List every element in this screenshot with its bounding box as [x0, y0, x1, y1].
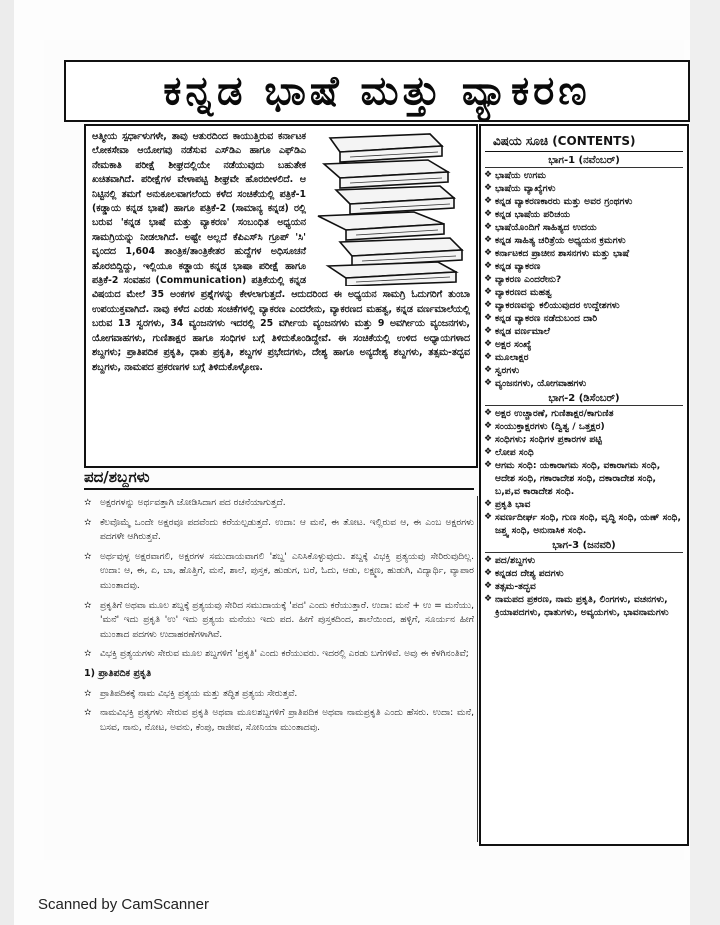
contents-item: ❖ ಸವರ್ಣದೀರ್ಘ ಸಂಧಿ, ಗುಣ ಸಂಧಿ, ವೃದ್ಧಿ ಸಂಧಿ, ಯಣ್ ಸಂಧಿ, ಜಶ್ತ್ವ ಸಂಧಿ, ಅನುನಾಸಿಕ ಸಂಧಿ.: [484, 512, 681, 536]
scan-left-edge: [0, 0, 14, 925]
contents-item: ❖ ಪ್ರಕೃತಿ ಭಾವ: [484, 499, 531, 510]
contents-item: ❖ ಲೋಪ ಸಂಧಿ: [484, 447, 534, 458]
page-title: ಕನ್ನಡ ಭಾಷೆ ಮತ್ತು ವ್ಯಾಕರಣ: [163, 68, 591, 114]
contents-item: ❖ ಅಕ್ಷರ ಸಂಖ್ಯೆ: [484, 339, 532, 350]
body-column: [84, 496, 474, 740]
title-banner: [64, 60, 690, 122]
contents-item: ❖ ಸಂಯುಕ್ತಾಕ್ಷರಗಳು (ದ್ವಿತ್ವ / ಒತ್ತಕ್ಷರ): [484, 421, 605, 432]
star-bullet-icon: ✫: [84, 551, 92, 562]
body-item: ✫ ಅಕ್ಷರಗಳನ್ನು ಅರ್ಥವತ್ತಾಗಿ ಜೋಡಿಸಿದಾಗ ಪದ ರಚನೆಯಾಗುತ್ತದೆ.: [84, 496, 474, 511]
diamond-bullet-icon: ❖: [484, 434, 493, 444]
contents-item: ❖ ಕನ್ನಡ ವ್ಯಾಕರಣ: [484, 261, 541, 272]
intro-section: [92, 130, 470, 375]
diamond-bullet-icon: ❖: [484, 235, 493, 245]
diamond-bullet-icon: ❖: [484, 183, 493, 193]
contents-item: ❖ ಸ್ವರಗಳು: [484, 365, 520, 376]
diamond-bullet-icon: ❖: [484, 568, 493, 578]
contents-heading: ವಿಷಯ ಸೂಚಿ (CONTENTS): [485, 126, 683, 152]
contents-item: ❖ ಕನ್ನಡ ವ್ಯಾಕರಣಕಾರರು ಮತ್ತು ಅವರ ಗ್ರಂಥಗಳು: [484, 196, 633, 207]
contents-item: ❖ ಆಗಮ ಸಂಧಿ: ಯಕಾರಾಗಮ ಸಂಧಿ, ವಕಾರಾಗಮ ಸಂಧಿ, ಆದೇಶ ಸಂಧಿ, ಗಕಾರಾದೇಶ ಸಂಧಿ, ದಕಾರಾದೇಶ ಸಂಧಿ, ಬ,ಪ,ವ ಕಾರಾದೇಶ ಸಂಧಿ.: [484, 460, 661, 497]
star-bullet-icon: ✫: [84, 517, 92, 528]
contents-item: ❖ ನಾಮಪದ ಪ್ರಕರಣ, ನಾಮ ಪ್ರಕೃತಿ, ಲಿಂಗಗಳು, ವಚನಗಳು, ಕ್ರಿಯಾಪದಗಳು, ಧಾತುಗಳು, ಅವ್ಯಯಗಳು, ಭಾವನಾಮಗಳು: [484, 594, 669, 618]
star-bullet-icon: ✫: [84, 708, 92, 719]
star-bullet-icon: ✫: [84, 649, 92, 660]
contents-list: [481, 155, 687, 619]
contents-item: ❖ ಸಂಧಿಗಳು; ಸಂಧಿಗಳ ಪ್ರಕಾರಗಳ ಪಟ್ಟಿ: [484, 434, 602, 445]
diamond-bullet-icon: ❖: [484, 421, 493, 431]
sub-heading: 1) ಪ್ರಾತಿಪದಿಕ ಪ್ರಕೃತಿ: [84, 667, 152, 679]
contents-item: ❖ ಕನ್ನಡ ಸಾಹಿತ್ಯ ಚರಿತ್ರೆಯ ಅಧ್ಯಯನ ಕ್ರಮಗಳು: [484, 235, 626, 246]
contents-part-label: ಭಾಗ-2 (ಡಿಸೆಂಬರ್): [485, 393, 683, 406]
diamond-bullet-icon: ❖: [484, 209, 493, 219]
contents-item: ❖ ಭಾಷೆಯೊಂದಿಗೆ ಸಾಹಿತ್ಯದ ಉದಯ: [484, 222, 597, 233]
diamond-bullet-icon: ❖: [484, 300, 493, 310]
contents-part-label: ಭಾಗ-1 (ನವೆಂಬರ್): [485, 155, 683, 168]
star-bullet-icon: ✫: [84, 600, 92, 611]
diamond-bullet-icon: ❖: [484, 261, 493, 271]
diamond-bullet-icon: ❖: [484, 512, 493, 522]
star-bullet-icon: ✫: [84, 498, 92, 508]
column-divider: [477, 496, 478, 842]
diamond-bullet-icon: ❖: [484, 594, 493, 604]
diamond-bullet-icon: ❖: [484, 170, 493, 180]
intro-box: [84, 124, 478, 468]
diamond-bullet-icon: ❖: [484, 499, 493, 509]
body-item: ✫ ವಿಭಕ್ತಿ ಪ್ರತ್ಯಯಗಳು ಸೇರುವ ಮೂಲ ಶಬ್ದಗಳಿಗೆ 'ಪ್ರಕೃತಿ' ಎಂದು ಕರೆಯುವರು. ಇದರಲ್ಲಿ ಎರಡು ಬಗೆಗಳಿವೆ. ಅವು ಈ ಕೆಳಗಿನಂತಿವೆ;: [84, 647, 474, 662]
diamond-bullet-icon: ❖: [484, 581, 493, 591]
diamond-bullet-icon: ❖: [484, 378, 493, 388]
contents-item: ❖ ಮೂಲಾಕ್ಷರ: [484, 352, 529, 363]
diamond-bullet-icon: ❖: [484, 196, 493, 206]
contents-item: ❖ ಅಕ್ಷರ ಉಚ್ಚಾರಣೆ, ಗುಣಿತಾಕ್ಷರ/ಕಾಗುಣಿತ: [484, 408, 614, 419]
diamond-bullet-icon: ❖: [484, 274, 493, 284]
body-item: ✫ ಅರ್ಥವುಳ್ಳ ಅಕ್ಷರವಾಗಲಿ, ಅಕ್ಷರಗಳ ಸಮುದಾಯವಾಗಲಿ 'ಶಬ್ದ' ಎನಿಸಿಕೊಳ್ಳುವುದು. ಶಬ್ದಕ್ಕೆ ವಿಭಕ್ತಿ ಪ್ರತ್ಯಯವು ಸೇರಿರುವುದಿಲ್ಲ. ಉದಾ: ಆ, ಈ, ಏ, ಬಾ, ಹೊತ್ತಿಗೆ, ಮನೆ, ಶಾಲೆ, ಪುಸ್ತಕ, ಹುಡುಗ, ಬರೆ, ಓದು, ಆಡು, ಲಕ್ಷ್ಮಣ, ಹುಡುಗಿ, ವಿದ್ಯಾರ್ಥಿ, ವ್ಯಾಪಾರ ಮುಂತಾದವು.: [84, 551, 474, 591]
diamond-bullet-icon: ❖: [484, 365, 493, 375]
body-item: ✫ ಪ್ರಾತಿಪದಿಕಕ್ಕೆ ನಾಮ ವಿಭಕ್ತಿ ಪ್ರತ್ಯಯ ಮತ್ತು ತದ್ಧಿತ ಪ್ರತ್ಯಯ ಸೇರುತ್ತವೆ.: [84, 687, 474, 702]
diamond-bullet-icon: ❖: [484, 447, 493, 457]
section-heading: ಪದ/ಶಬ್ದಗಳು: [84, 468, 474, 490]
diamond-bullet-icon: ❖: [484, 555, 493, 565]
contents-item: ❖ ಭಾಷೆಯ ಉಗಮ: [484, 170, 547, 181]
contents-item: ❖ ಕನ್ನಡ ಭಾಷೆಯ ಪರಿಚಯ: [484, 209, 571, 220]
diamond-bullet-icon: ❖: [484, 352, 493, 362]
body-item: ✫ ಪ್ರಕೃತಿಗೆ ಅಥವಾ ಮೂಲ ಶಬ್ದಕ್ಕೆ ಪ್ರತ್ಯಯವು ಸೇರಿದ ಸಮುದಾಯಕ್ಕೆ 'ಪದ' ಎಂದು ಕರೆಯುತ್ತಾರೆ. ಉದಾ: ಮನೆ + ಉ = ಮನೆಯು, 'ಮನೆ' ಇದು ಪ್ರಕೃತಿ 'ಉ' ಇದು ಪ್ರತ್ಯಯ ಮನೆಯು ಇದು ಪದ. ಹೀಗೆ ಪುಸ್ತಕದಿಂದ, ಶಾಲೆಯಿಂದ, ಹಳ್ಳಿಗೆ, ಸೂರ್ಯನ ಹೀಗೆ ಮುಂತಾದ ಪದಗಳು ಉದಾಹರಣೆಗಳಾಗಿವೆ.: [84, 600, 474, 640]
diamond-bullet-icon: ❖: [484, 339, 493, 349]
diamond-bullet-icon: ❖: [484, 313, 493, 323]
scan-right-edge: [690, 0, 720, 925]
intro-paragraph: ಆತ್ಮೀಯ ಸ್ಪರ್ಧಾಳುಗಳೇ, ತಾವು ಆತುರದಿಂದ ಕಾಯುತ್ತಿರುವ ಕರ್ನಾಟಕ ಲೋಕಸೇವಾ ಆಯೋಗವು ನಡೆಸುವ ಎಸ್‌ಡಿಎ ಹಾಗೂ ಎಫ್‌ಡಿಎ ನೇಮಕಾತಿ ಪರೀಕ್ಷೆ ಶೀಘ್ರದಲ್ಲಿಯೇ ನಡೆಯುವುದು ಬಹುತೇಕ ಖಚಿತವಾಗಿದೆ. ಪರೀಕ್ಷೆಗಳ ವೇಳಾಪಟ್ಟಿ ಶೀಘ್ರವೇ ಹೊರಬೀಳಲಿದೆ. ಆ ನಿಟ್ಟಿನಲ್ಲಿ ತಮಗೆ ಅನುಕೂಲವಾಗಲೆಂದು ಕಳೆದ ಸಂಚಿಕೆಯಲ್ಲಿ ಪತ್ರಿಕೆ-1 (ಕಡ್ಡಾಯ ಕನ್ನಡ ಭಾಷೆ) ಹಾಗೂ ಪತ್ರಿಕೆ-2 (ಸಾಮಾನ್ಯ ಕನ್ನಡ) ರಲ್ಲಿ ಬರುವ 'ಕನ್ನಡ ಭಾಷೆ ಮತ್ತು ವ್ಯಾಕರಣ' ಸಂಬಂಧಿತ ಅಧ್ಯಯನ ಸಾಮಗ್ರಿಯನ್ನು ನೀಡಲಾಗಿದೆ. ಅಷ್ಟೇ ಅಲ್ಲದೆ ಕೆಪಿಎಸ್‌ಸಿ ಗ್ರೂಪ್ 'ಸಿ' ವೃಂದದ 1,604 ತಾಂತ್ರಿಕ/ತಾಂತ್ರಿಕೇತರ ಹುದ್ದೆಗಳ ಅಧಿಸೂಚನೆ ಹೊರಬಿದ್ದಿದ್ದು, ಇಲ್ಲಿಯೂ ಕಡ್ಡಾಯ ಕನ್ನಡ ಭಾಷಾ ಪರೀಕ್ಷೆ ಹಾಗೂ ಪತ್ರಿಕೆ-2 ಸಂವಹನ (Communication) ಪತ್ರಿಕೆಯಲ್ಲಿ ಕನ್ನಡ ವಿಷಯದ ಮೇಲೆ 35 ಅಂಕಗಳ ಪ್ರಶ್ನೆಗಳನ್ನು ಕೇಳಲಾಗುತ್ತದೆ. ಆದುದರಿಂದ ಈ ಅಧ್ಯಯನ ಸಾಮಗ್ರಿ ಓದುಗರಿಗೆ ತುಂಬಾ ಉಪಯುಕ್ತವಾಗಿದೆ. ನಾವು ಕಳೆದ ಎರಡು ಸಂಚಿಕೆಗಳಲ್ಲಿ ವ್ಯಾಕರಣ ಎಂದರೇನು, ವ್ಯಾಕರಣದ ಮಹತ್ವ, ಕನ್ನಡ ವರ್ಣಮಾಲೆಯಲ್ಲಿ ಬರುವ 13 ಸ್ವರಗಳು, 34 ವ್ಯಂಜನಗಳು ಇದರಲ್ಲಿ 25 ವರ್ಗೀಯ ವ್ಯಂಜನಗಳು ಮತ್ತು 9 ಅವರ್ಗೀಯ ವ್ಯಂಜನಗಳು, ಯೋಗವಾಹಗಳು, ಗುಣಿತಾಕ್ಷರ ಹಾಗೂ ಸಂಧಿಗಳ ಬಗ್ಗೆ ತಿಳಿದುಕೊಂಡಿದ್ದೇವೆ. ಈ ಸಂಚಿಕೆಯಲ್ಲಿ ಉಳಿದ ಅಧ್ಯಾಯಗಳಾದ ಶಬ್ದಗಳು; ಪ್ರಾತಿಪದಿಕ ಪ್ರಕೃತಿ, ಧಾತು ಪ್ರಕೃತಿ, ಶಬ್ದಗಳ ಪ್ರಭೇದಗಳು, ದೇಶ್ಯ ಹಾಗೂ ಅನ್ಯದೇಶ್ಯ ಶಬ್ದಗಳು, ತತ್ಸಮ-ತದ್ಭವ ಶಬ್ದಗಳು, ನಾಮಪದ ಪ್ರಕರಣಗಳ ಬಗ್ಗೆ ತಿಳಿದುಕೊಳ್ಳೋಣ.: [92, 131, 470, 373]
diamond-bullet-icon: ❖: [484, 287, 493, 297]
diamond-bullet-icon: ❖: [484, 222, 493, 232]
contents-item: ❖ ಕರ್ನಾಟಕದ ಪ್ರಾಚೀನ ಶಾಸನಗಳು ಮತ್ತು ಭಾಷೆ: [484, 248, 630, 259]
diamond-bullet-icon: ❖: [484, 326, 493, 336]
contents-item: ❖ ಕನ್ನಡ ವರ್ಣಮಾಲೆ: [484, 326, 551, 337]
contents-item: ❖ ತತ್ಸಮ-ತದ್ಭವ: [484, 581, 536, 592]
contents-item: ❖ ಪದ/ಶಬ್ದಗಳು: [484, 555, 536, 566]
star-bullet-icon: ✫: [84, 688, 92, 699]
contents-item: ❖ ವ್ಯಾಕರಣವನ್ನು ಕಲಿಯುವುದರ ಉದ್ದೇಶಗಳು: [484, 300, 620, 311]
body-item: ✫ ನಾಮವಿಭಕ್ತಿ ಪ್ರತ್ಯಗಳು ಸೇರುವ ಪ್ರಕೃತಿ ಅಥವಾ ಮೂಲಶಬ್ದಗಳಿಗೆ ಪ್ರಾತಿಪದಿಕ ಅಥವಾ ನಾಮಪ್ರಕೃತಿ ಎಂದು ಹೆಸರು. ಉದಾ: ಮನೆ, ಬಸವ, ನಾನು, ನೋಟ, ಅವನು, ಕೆಂಪು, ರಾಜೀವ, ಸೋನಿಯಾ ಮುಂತಾದವು.: [84, 708, 474, 733]
books-stack-illustration: [310, 130, 470, 286]
contents-item: ❖ ವ್ಯಾಕರಣದ ಮಹತ್ವ: [484, 287, 552, 298]
contents-item: ❖ ವ್ಯಾಕರಣ ಎಂದರೇನು?: [484, 274, 562, 285]
scanner-watermark: Scanned by CamScanner: [38, 896, 209, 913]
contents-item: ❖ ಕನ್ನಡದ ದೇಶ್ಯ ಪದಗಳು: [484, 568, 564, 579]
contents-panel: [479, 124, 689, 846]
contents-item: ❖ ಕನ್ನಡ ವ್ಯಾಕರಣ ನಡೆದುಬಂದ ದಾರಿ: [484, 313, 598, 324]
contents-item: ❖ ವ್ಯಂಜನಗಳು, ಯೋಗವಾಹಗಳು: [484, 378, 587, 389]
diamond-bullet-icon: ❖: [484, 460, 493, 470]
diamond-bullet-icon: ❖: [484, 408, 493, 418]
contents-item: ❖ ಭಾಷೆಯ ವ್ಯಾಖ್ಯೆಗಳು: [484, 183, 556, 194]
body-item: ✫ ಕೆಲವೊಮ್ಮೆ ಒಂದೇ ಅಕ್ಷರವೂ ಪದವೆಂದು ಕರೆಯಲ್ಪಡುತ್ತದೆ. ಉದಾ: ಆ ಮನೆ, ಈ ತೋಟ. ಇಲ್ಲಿರುವ ಆ, ಈ ಎಂಬ ಅಕ್ಷರಗಳು ಪದಗಳೇ ಆಗಿರುತ್ತವೆ.: [84, 517, 474, 543]
contents-part-label: ಭಾಗ-3 (ಜನವರಿ): [485, 540, 683, 553]
diamond-bullet-icon: ❖: [484, 248, 493, 258]
